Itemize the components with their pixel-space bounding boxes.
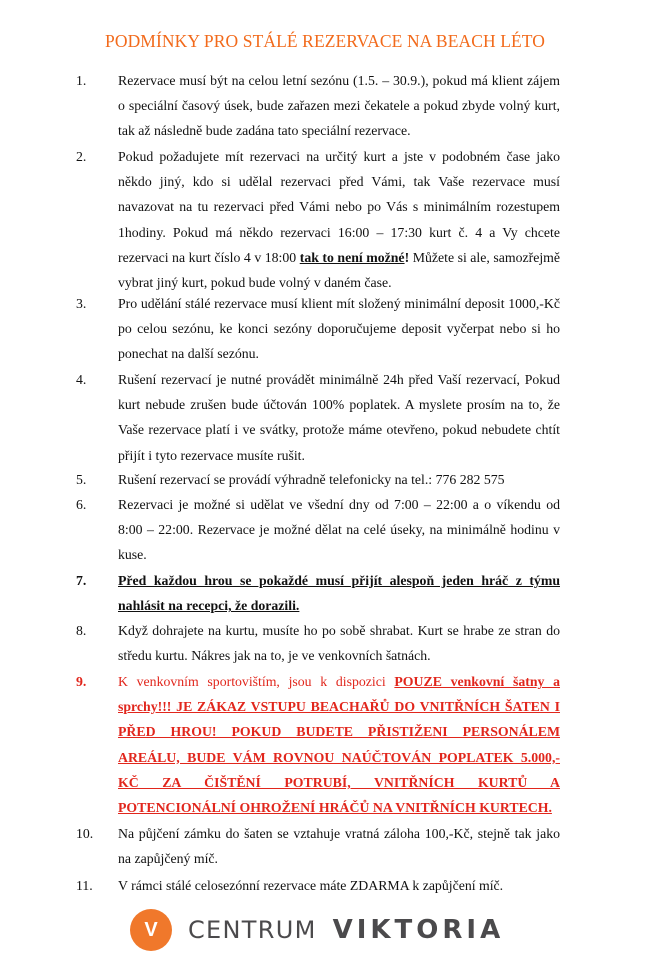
item-number: 10. — [76, 826, 94, 841]
item-text: Rezervaci je možné si udělat ve všední dny od 7:00 – 22:00 a o víkendu od 8:00 – 22:00. Rezervace je možné dělat na celé úseky, na minimálně hodinu v kuse. — [118, 497, 560, 563]
logo-word-centrum: CENTRUM — [188, 916, 317, 944]
emphasis-text: tak to není možné — [299, 249, 405, 265]
logo-word-viktoria: VIKTORIA — [332, 915, 505, 945]
list-item — [0, 873, 650, 899]
list-item — [0, 467, 650, 492]
item-text: Před každou hrou se pokaždé musí přijít alespoň jeden hráč z týmu nahlásit na recepci, že dorazili. — [118, 573, 560, 614]
item-number: 8. — [76, 623, 87, 638]
logo-v-icon: V — [130, 909, 172, 951]
item-text: Pro udělání stálé rezervace musí klient mít složený minimální deposit 1000,-Kč po celou sezónu, ke konci sezóny doporučujeme deposit vyčerpat nebo si ho ponechat na další sezónu. — [118, 296, 560, 362]
rules-list — [0, 68, 650, 899]
list-item — [0, 492, 650, 568]
item-number: 7. — [76, 573, 87, 588]
list-item — [0, 568, 650, 618]
item-number: 9. — [76, 674, 87, 689]
item-text: V rámci stálé celosezónní rezervace máte ZDARMA k zapůjčení míč. — [118, 878, 504, 893]
item-number: 2. — [76, 149, 87, 164]
centrum-viktoria-logo — [130, 906, 504, 954]
item-text: Rušení rezervací je nutné provádět minimálně 24h před Vaší rezervací, Pokud kurt nebude zrušen bude účtován 100% poplatek. A myslete prosím na to, že Vaše rezervace platí i ve svátky, protože máme otevřeno, pokud nebudete chtít přijít i tyto rezervace musíte rušit. — [118, 372, 560, 463]
list-item — [0, 618, 650, 669]
item-number: 1. — [76, 73, 87, 88]
item-number: 6. — [76, 497, 87, 512]
emphasis-text: POUZE venkovní šatny a sprchy!!! JE ZÁKAZ VSTUPU BEACHAŘŮ DO VNITŘNÍCH ŠATEN I PŘED HROU! POKUD BUDETE PŘISTIŽENI PERSONÁLEM AREÁLU, BUDE VÁM ROVNOU NAÚČTOVÁN POPLATEK 5.000,- KČ ZA ČIŠTĚNÍ POTRUBÍ, VNITŘNÍCH KURTŮ A POTENCIONÁLNÍ OHROŽENÍ HRÁČŮ NA VNITŘNÍCH KURTECH. — [118, 674, 560, 816]
item-number: 4. — [76, 372, 87, 387]
item-number: 11. — [76, 878, 93, 893]
item-number: 5. — [76, 472, 87, 487]
page-title: PODMÍNKY PRO STÁLÉ REZERVACE NA BEACH LÉTO — [105, 31, 545, 51]
item-text: Rezervace musí být na celou letní sezónu (1.5. – 30.9.), pokud má klient zájem o speciální časový úsek, bude zařazen mezi čekatele a pokud zbyde volný kurt, tak až následně bude zadána tato speciální rezervace. — [118, 73, 560, 139]
list-item — [0, 144, 650, 291]
list-item — [0, 68, 650, 144]
list-item — [0, 367, 650, 467]
item-text: Když dohrajete na kurtu, musíte ho po sobě shrabat. Kurt se hrabe ze stran do středu kurtu. Nákres jak na to, je ve venkovních šatnách. — [118, 623, 560, 664]
list-item — [0, 821, 650, 873]
item-text: Na půjčení zámku do šaten se vztahuje vratná záloha 100,-Kč, stejně tak jako na zapůjčený míč. — [118, 826, 560, 867]
item-text: Rušení rezervací se provádí výhradně telefonicky na tel.: 776 282 575 — [118, 472, 505, 487]
item-number: 3. — [76, 296, 87, 311]
list-item — [0, 291, 650, 367]
item-text: K venkovním sportovištím, jsou k dispozici POUZE venkovní šatny a sprchy!!! JE ZÁKAZ VSTUPU BEACHAŘŮ DO VNITŘNÍCH ŠATEN I PŘED HROU! POKUD BUDETE PŘISTIŽENI PERSONÁLEM AREÁLU, BUDE VÁM ROVNOU NAÚČTOVÁN POPLATEK 5.000,- KČ ZA ČIŠTĚNÍ POTRUBÍ, VNITŘNÍCH KURTŮ A POTENCIONÁLNÍ OHROŽENÍ HRÁČŮ NA VNITŘNÍCH KURTECH. — [118, 674, 560, 816]
list-item-warning — [0, 669, 650, 821]
item-text: Pokud požadujete mít rezervaci na určitý kurt a jste v podobném čase jako někdo jiný, kdo si udělal rezervaci před Vámi, tak Vaše rezervace musí navazovat na tu rezervaci před Vámi nebo po Vás s minimálním rozestupem 1hodiny. Pokud má někdo rezervaci 16:00 – 17:30 kurt č. 4 a Vy chcete rezervaci na kurt číslo 4 v 18:00 tak to není možné! Můžete si ale, samozřejmě vybrat jiný kurt, pokud bude volný v daném čase. — [118, 149, 561, 291]
